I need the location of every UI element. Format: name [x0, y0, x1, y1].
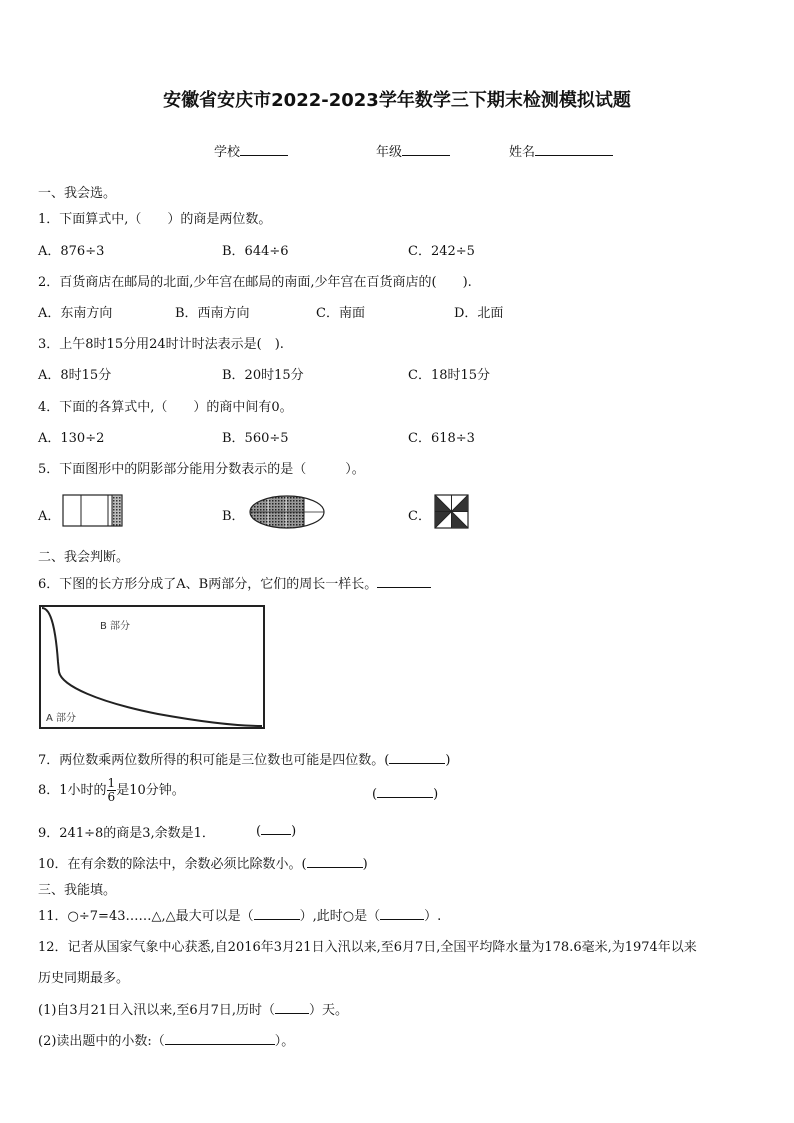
question-11-part1: 11．○÷7=43……△,△最大可以是（ — [38, 909, 254, 924]
question-11-part2: ）,此时○是（ — [299, 909, 381, 924]
q10-close-paren: ) — [362, 857, 368, 872]
question-1: 1．下面算式中,（ ）的商是两位数。 — [38, 212, 272, 227]
question-12-part1 — [38, 999, 348, 1018]
question-12-line1: 12．记者从国家气象中心获悉,自2016年3月21日入汛以来,至6月7日,全国平均降水量为178.6毫米,为1974年以来 — [38, 940, 697, 955]
q6-answer-blank[interactable] — [377, 575, 431, 588]
q8-answer-paren — [372, 785, 438, 802]
q7-answer-blank[interactable] — [389, 751, 445, 764]
q5-figure-c — [434, 494, 470, 530]
q1-option-a[interactable]: A．876÷3 — [38, 244, 105, 259]
q5-figure-a — [62, 494, 124, 528]
q9-close-paren: ) — [291, 824, 297, 839]
q11-answer-blank-1[interactable] — [254, 907, 300, 920]
question-10-text: 10．在有余数的除法中，余数必须比除数小。( — [38, 857, 307, 872]
q12-part2-text: (2)读出题中的小数:（ — [38, 1034, 165, 1049]
q10-answer-blank[interactable] — [307, 855, 363, 868]
name-field — [509, 141, 613, 160]
q8-open-paren: ( — [372, 787, 378, 802]
label-part-b: B 部分 — [100, 621, 131, 632]
q11-answer-blank-2[interactable] — [380, 907, 424, 920]
question-6 — [38, 573, 431, 592]
page-title: 安徽省安庆市2022-2023学年数学三下期末检测模拟试题 — [163, 90, 631, 111]
q4-option-b[interactable]: B．560÷5 — [222, 431, 289, 446]
question-8 — [38, 777, 185, 805]
question-4: 4．下面的各算式中,（ ）的商中间有0。 — [38, 400, 293, 415]
q4-option-c[interactable]: C．618÷3 — [408, 431, 475, 446]
q3-option-b[interactable]: B．20时15分 — [222, 368, 304, 383]
question-11-part3: ）. — [424, 909, 442, 924]
q4-option-a[interactable]: A．130÷2 — [38, 431, 105, 446]
q12-part1-end: ）天。 — [309, 1003, 349, 1018]
question-2: 2．百货商店在邮局的北面,少年宫在邮局的南面,少年宫在百货商店的( ). — [38, 275, 472, 290]
fraction-denominator: 6 — [107, 790, 116, 804]
q5-option-c[interactable]: C． — [408, 509, 431, 524]
q12-part2-blank[interactable] — [165, 1032, 275, 1045]
q2-option-d[interactable]: D．北面 — [454, 306, 504, 321]
label-part-a: A 部分 — [46, 713, 77, 724]
section-heading-fill: 三、我能填。 — [38, 883, 117, 898]
q1-option-b[interactable]: B．644÷6 — [222, 244, 289, 259]
grade-field — [376, 141, 450, 160]
question-11 — [38, 905, 441, 924]
q5-option-b[interactable]: B． — [222, 509, 245, 524]
question-7-text: 7．两位数乘两位数所得的积可能是三位数也可能是四位数。( — [38, 753, 390, 768]
school-blank[interactable] — [240, 143, 288, 156]
q12-part2-end: ）。 — [274, 1034, 295, 1049]
q2-option-a[interactable]: A．东南方向 — [38, 306, 113, 321]
q8-answer-blank[interactable] — [377, 785, 433, 798]
q9-open-paren: ( — [256, 824, 262, 839]
school-field — [214, 141, 288, 160]
section-heading-choose: 一、我会选。 — [38, 186, 117, 201]
q7-close-paren: ) — [445, 753, 451, 768]
q2-option-b[interactable]: B．西南方向 — [175, 306, 250, 321]
q5-figure-b — [248, 494, 326, 530]
school-label: 学校 — [214, 145, 241, 160]
q8-close-paren: ) — [433, 787, 439, 802]
q12-part1-blank[interactable] — [275, 1001, 309, 1014]
question-8-suffix: 是10分钟。 — [116, 783, 185, 798]
q9-answer-paren — [256, 822, 296, 839]
q9-answer-blank[interactable] — [261, 822, 291, 835]
grade-label: 年级 — [376, 145, 403, 160]
q12-part1-text: (1)自3月21日入汛以来,至6月7日,历时（ — [38, 1003, 276, 1018]
name-label: 姓名 — [509, 145, 536, 160]
question-5: 5．下面图形中的阴影部分能用分数表示的是（ ）。 — [38, 462, 365, 477]
question-12-part2 — [38, 1030, 294, 1049]
q6-rectangle-figure — [38, 604, 266, 730]
q3-option-a[interactable]: A．8时15分 — [38, 368, 112, 383]
question-6-text: 6．下图的长方形分成了A、B两部分，它们的周长一样长。 — [38, 577, 378, 592]
question-12-line2: 历史同期最多。 — [38, 971, 130, 986]
question-7 — [38, 749, 450, 768]
question-9: 9．241÷8的商是3,余数是1． — [38, 826, 215, 841]
q1-option-c[interactable]: C．242÷5 — [408, 244, 475, 259]
grade-blank[interactable] — [402, 143, 450, 156]
fraction-numerator: 1 — [107, 776, 116, 790]
question-10 — [38, 853, 368, 872]
q3-option-c[interactable]: C．18时15分 — [408, 368, 491, 383]
q5-option-a[interactable]: A． — [38, 509, 61, 524]
fraction-one-sixth — [107, 777, 117, 804]
question-3: 3．上午8时15分用24时计时法表示是( ). — [38, 337, 284, 352]
section-heading-judge: 二、我会判断。 — [38, 550, 130, 565]
name-blank[interactable] — [535, 143, 613, 156]
q2-option-c[interactable]: C．南面 — [316, 306, 365, 321]
question-8-prefix: 8．1小时的 — [38, 783, 107, 798]
